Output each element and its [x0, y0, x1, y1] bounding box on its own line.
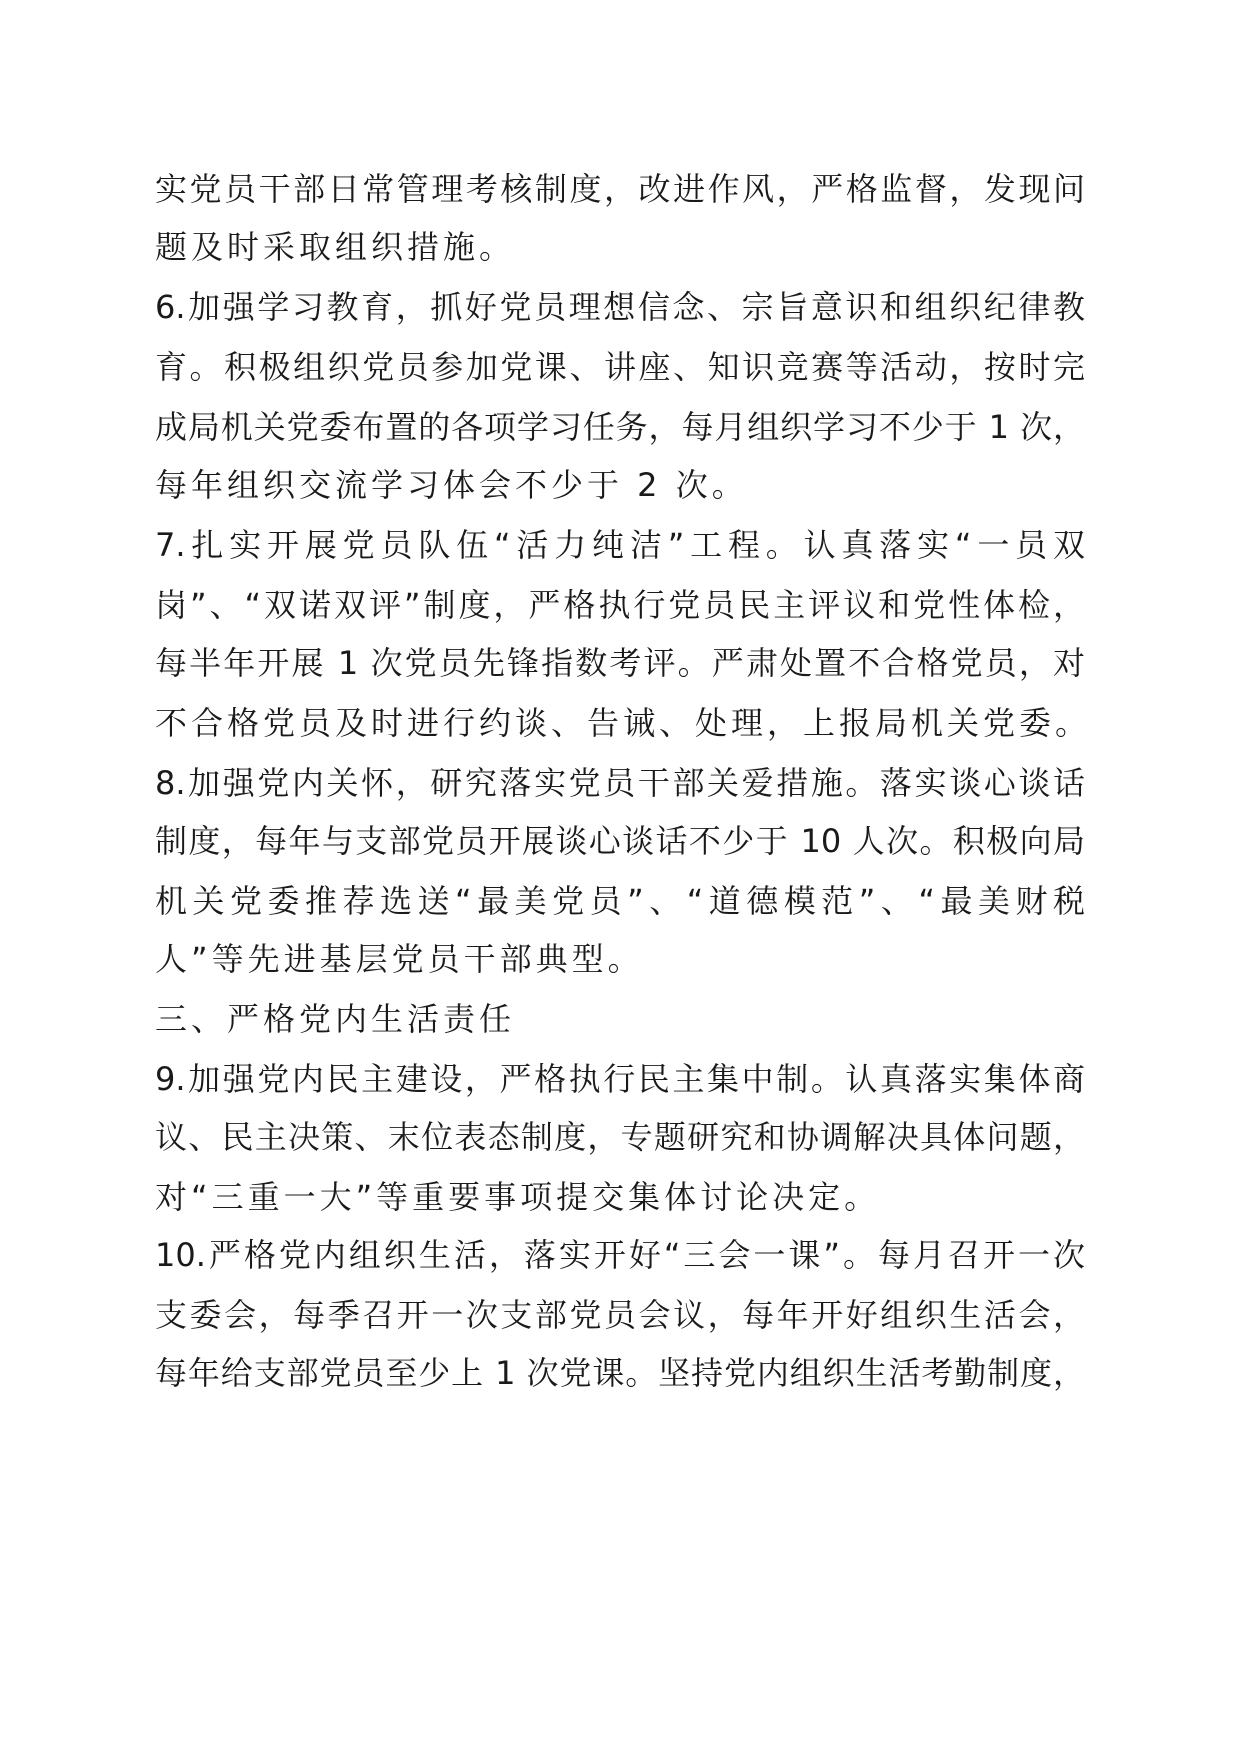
- text-line: 成局机关党委布置的各项学习任务，每月组织学习不少于 1 次，: [155, 408, 1085, 446]
- text-line: 7.扎实开展党员队伍“活力纯洁”工程。认真落实“一员双: [155, 526, 1085, 564]
- text-line: 制度，每年与支部党员开展谈心谈话不少于 10 人次。积极向局: [155, 822, 1085, 860]
- text-line: 人”等先进基层党员干部典型。: [155, 940, 644, 978]
- text-line: 10.严格党内组织生活，落实开好“三会一课”。每月召开一次: [155, 1236, 1085, 1274]
- text-line: 支委会，每季召开一次支部党员会议，每年开好组织生活会，: [155, 1296, 1085, 1334]
- text-line: 8.加强党内关怀，研究落实党员干部关爱措施。落实谈心谈话: [155, 764, 1085, 802]
- text-line: 对“三重一大”等重要事项提交集体讨论决定。: [155, 1178, 881, 1216]
- text-line: 实党员干部日常管理考核制度，改进作风，严格监督，发现问: [155, 170, 1085, 208]
- text-line: 岗”、“双诺双评”制度，严格执行党员民主评议和党性体检，: [155, 586, 1085, 624]
- text-line: 机关党委推荐选送“最美党员”、“道德模范”、“最美财税: [155, 882, 1085, 920]
- section-heading: 三、严格党内生活责任: [155, 1000, 516, 1038]
- text-line: 题及时采取组织措施。: [155, 228, 516, 266]
- text-line: 议、民主决策、末位表态制度，专题研究和协调解决具体问题，: [155, 1118, 1085, 1156]
- text-line: 每年给支部党员至少上 1 次党课。坚持党内组织生活考勤制度，: [155, 1354, 1085, 1392]
- text-line: 9.加强党内民主建设，严格执行民主集中制。认真落实集体商: [155, 1060, 1085, 1098]
- text-line: 每半年开展 1 次党员先锋指数考评。严肃处置不合格党员，对: [155, 644, 1085, 682]
- text-line: 育。积极组织党员参加党课、讲座、知识竞赛等活动，按时完: [155, 348, 1085, 386]
- text-line: 每年组织交流学习体会不少于 2 次。: [155, 466, 748, 504]
- text-line: 不合格党员及时进行约谈、告诫、处理，上报局机关党委。: [155, 704, 1092, 742]
- text-line: 6.加强学习教育，抓好党员理想信念、宗旨意识和组织纪律教: [155, 288, 1085, 326]
